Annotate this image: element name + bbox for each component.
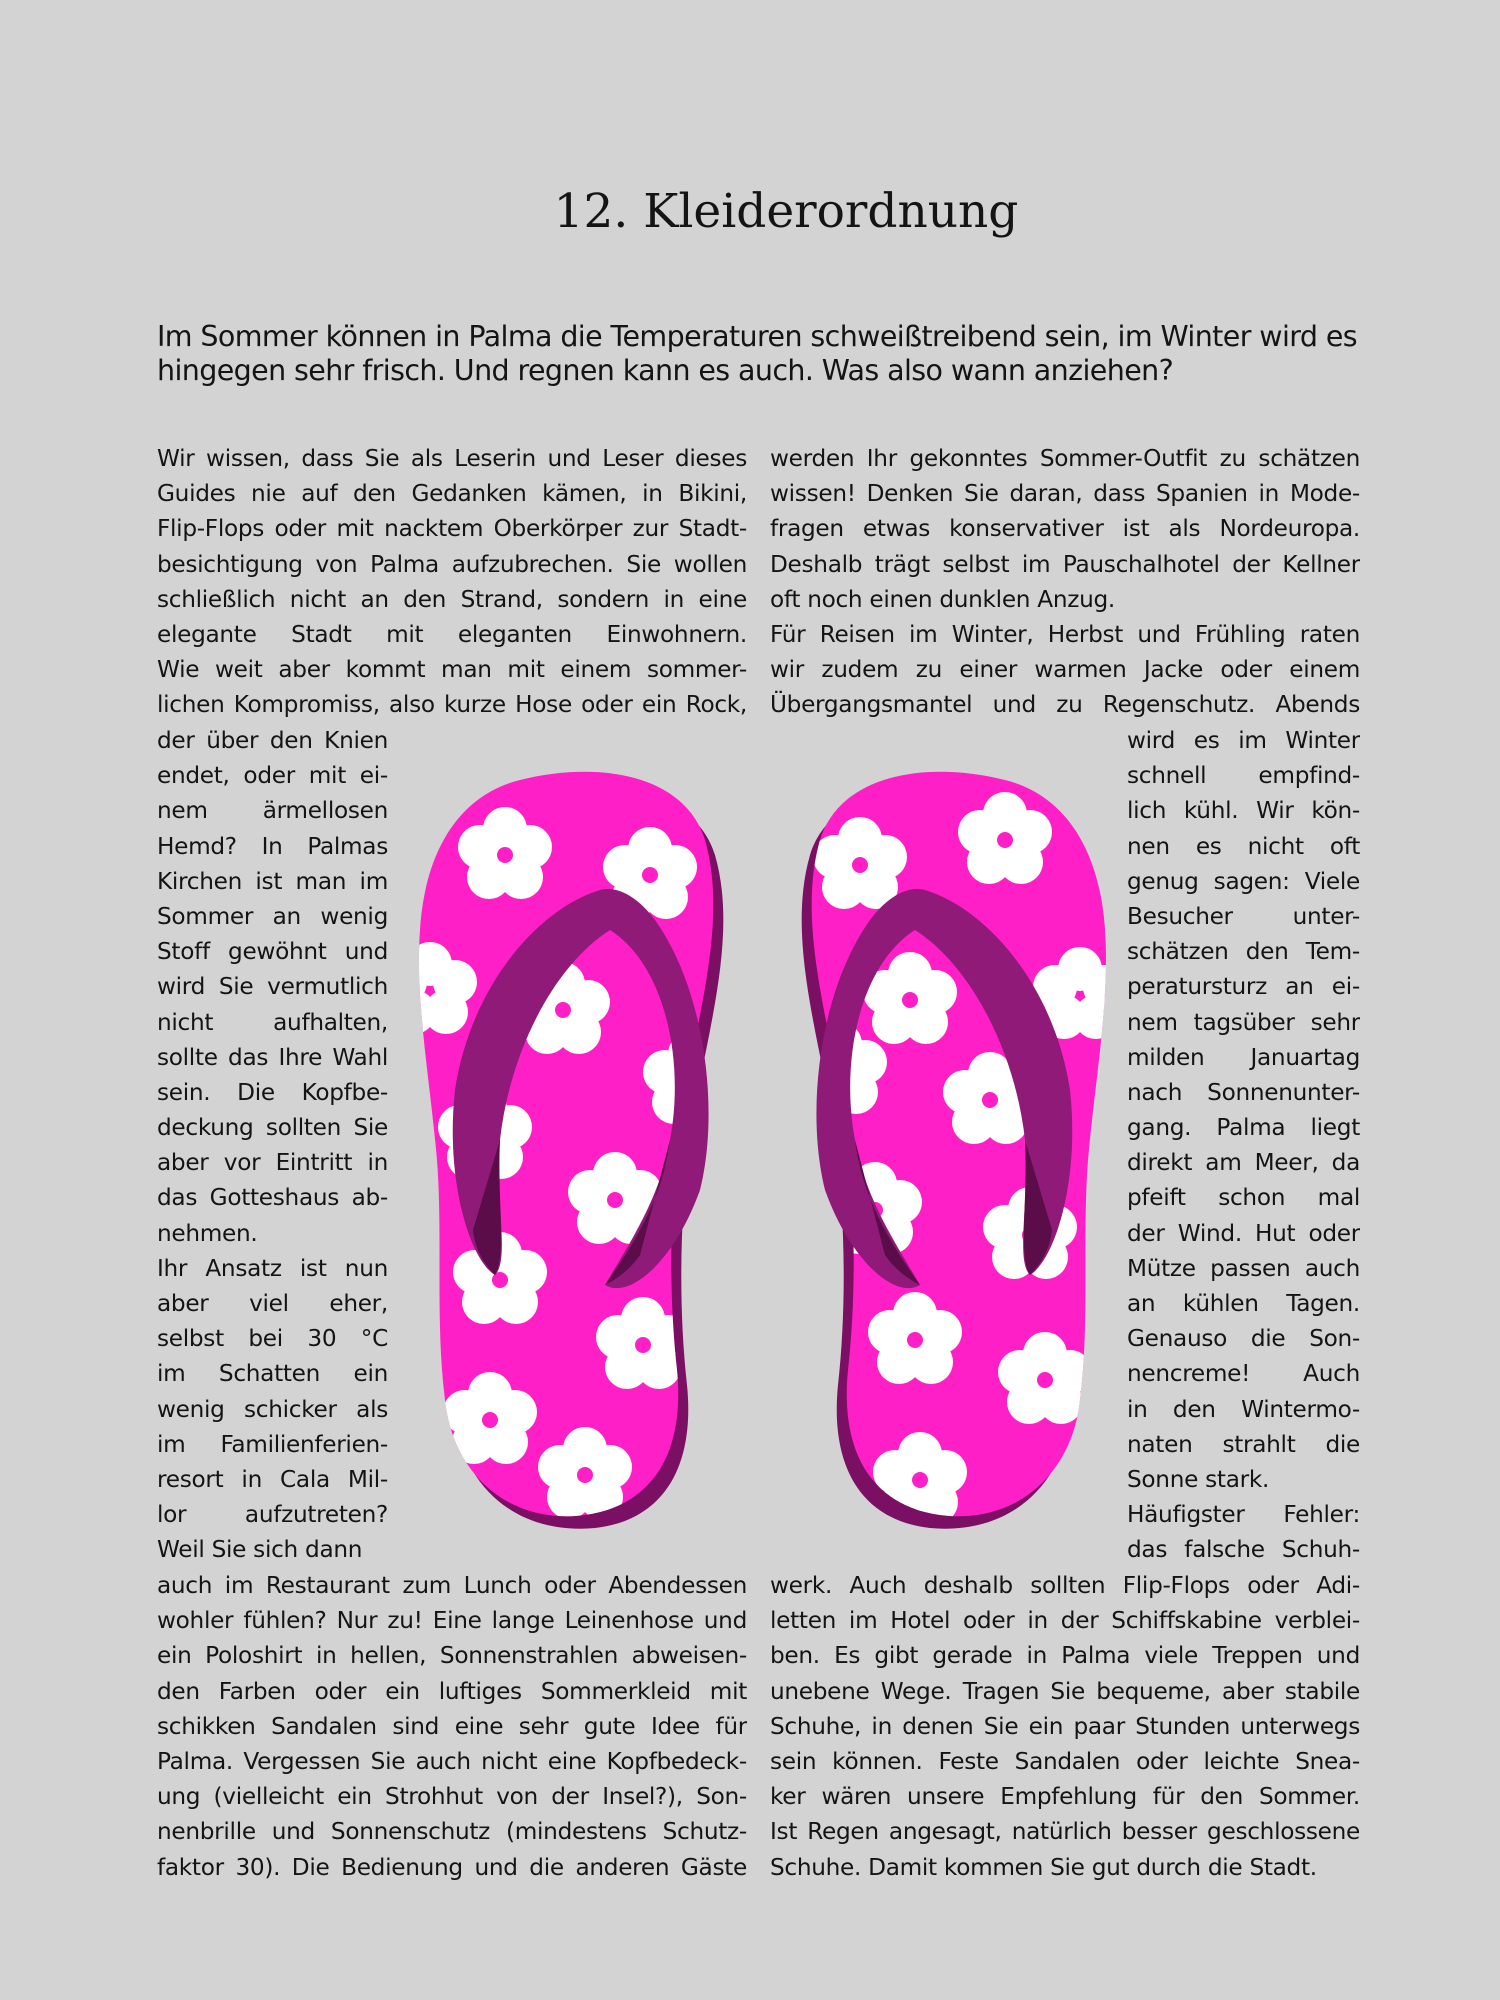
text-line: deckung sollten Sie xyxy=(157,1114,388,1142)
text-line: der über den Knien xyxy=(157,727,388,754)
text-line: sein. Die Kopfbe- xyxy=(157,1078,388,1106)
text-line: Flip-Flops oder mit nacktem Oberkörper zur Stadt- xyxy=(157,515,747,543)
text-line: unebene Wege. Tragen Sie bequeme, aber stabile xyxy=(770,1677,1360,1705)
left-column-top xyxy=(157,441,747,723)
text-line: schließlich nicht an den Strand, sondern in eine xyxy=(157,585,747,613)
intro-paragraph: Im Sommer können in Palma die Temperaturen schweißtreibend sein, im Winter wird es hingegen sehr frisch. Und regnen kann es auch. Was also wann anziehen? xyxy=(157,320,1358,387)
text-line: den Farben oder ein luftiges Sommerkleid mit xyxy=(157,1677,747,1705)
text-line: Sommer an wenig xyxy=(157,902,388,930)
text-line: endet, oder mit ei- xyxy=(157,762,388,790)
text-line: ein Poloshirt in hellen, Sonnenstrahlen abweisen- xyxy=(157,1642,747,1670)
text-line: aber viel eher, xyxy=(157,1290,388,1317)
text-line: lor aufzutreten? xyxy=(157,1501,388,1529)
right-column-narrow xyxy=(1127,723,1360,1568)
text-line: lichen Kompromiss, also kurze Hose oder ein Rock, xyxy=(157,691,747,719)
right-flip-flop-icon xyxy=(780,760,1110,1530)
left-column-bottom xyxy=(157,1568,747,1885)
text-line: Sonne stark. xyxy=(1127,1465,1270,1493)
text-line: nach Sonnenunter- xyxy=(1127,1078,1360,1106)
text-line: wenig schicker als xyxy=(157,1395,388,1423)
text-line: Übergangsmantel und zu Regenschutz. Abends xyxy=(770,691,1360,719)
text-line: naten strahlt die xyxy=(1127,1430,1360,1458)
text-line: Deshalb trägt selbst im Pauschalhotel der Kellner xyxy=(770,550,1360,578)
text-line: Guides nie auf den Gedanken kämen, in Bikini, xyxy=(157,480,747,508)
text-line: Schuhe, in denen Sie ein paar Stunden unterwegs xyxy=(770,1712,1360,1740)
left-flip-flop-icon xyxy=(415,760,745,1530)
text-line: wissen! Denken Sie daran, dass Spanien in Mode- xyxy=(770,480,1360,508)
text-line: auch im Restaurant zum Lunch oder Abendessen xyxy=(157,1572,747,1599)
text-line: nem ärmellosen xyxy=(157,797,388,825)
text-line: nicht aufhalten, xyxy=(157,1008,388,1036)
text-line: Wir wissen, dass Sie als Leserin und Leser dieses xyxy=(157,445,747,472)
text-line: Stoff gewöhnt und xyxy=(157,938,388,966)
text-line: Mütze passen auch xyxy=(1127,1254,1360,1282)
text-line: Häufigster Fehler: xyxy=(1127,1501,1360,1529)
text-line: selbst bei 30 °C xyxy=(157,1325,388,1353)
text-line: genug sagen: Viele xyxy=(1127,867,1360,895)
text-line: in den Wintermo- xyxy=(1127,1395,1360,1423)
text-line: im Familienferien- xyxy=(157,1430,388,1458)
text-line: werk. Auch deshalb sollten Flip-Flops oder Adi- xyxy=(770,1572,1360,1599)
text-line: das falsche Schuh- xyxy=(1127,1536,1360,1564)
flip-flops-illustration xyxy=(405,760,1105,1540)
right-column-top xyxy=(770,441,1360,723)
left-column-narrow xyxy=(157,723,388,1568)
page-title: 12. Kleiderordnung xyxy=(553,184,1019,239)
text-line: pfeift schon mal xyxy=(1127,1184,1360,1212)
text-line: Hemd? In Palmas xyxy=(157,832,388,860)
text-line: Besucher unter- xyxy=(1127,902,1360,930)
text-line: Palma. Vergessen Sie auch nicht eine Kopfbedeck- xyxy=(157,1747,747,1775)
text-line: fragen etwas konservativer ist als Nordeuropa. xyxy=(770,515,1360,543)
text-line: Weil Sie sich dann xyxy=(157,1536,363,1564)
text-line: resort in Cala Mil- xyxy=(157,1465,388,1493)
text-line: lich kühl. Wir kön- xyxy=(1127,797,1360,825)
text-line: besichtigung von Palma aufzubrechen. Sie wollen xyxy=(157,550,747,578)
text-line: Genauso die Son- xyxy=(1127,1325,1360,1353)
text-line: wird es im Winter xyxy=(1127,727,1360,754)
text-line: sein können. Feste Sandalen oder leichte Snea- xyxy=(770,1747,1360,1775)
text-line: nen es nicht oft xyxy=(1127,832,1360,860)
text-line: schätzen den Tem- xyxy=(1127,938,1360,966)
text-line: Ihr Ansatz ist nun xyxy=(157,1254,388,1282)
text-line: peratursturz an ei- xyxy=(1127,973,1360,1001)
text-line: aber vor Eintritt in xyxy=(157,1149,388,1177)
text-line: Ist Regen angesagt, natürlich besser geschlossene xyxy=(770,1818,1360,1846)
right-column-bottom xyxy=(770,1568,1360,1885)
text-line: gang. Palma liegt xyxy=(1127,1114,1360,1142)
text-line: ben. Es gibt gerade in Palma viele Treppen und xyxy=(770,1642,1360,1670)
text-line: nencreme! Auch xyxy=(1127,1360,1360,1388)
text-line: schikken Sandalen sind eine sehr gute Idee für xyxy=(157,1712,747,1740)
text-line: nenbrille und Sonnenschutz (mindestens Schutz- xyxy=(157,1818,747,1846)
text-line: faktor 30). Die Bedienung und die anderen Gäste xyxy=(157,1853,747,1881)
text-line: nehmen. xyxy=(157,1219,258,1247)
text-line: das Gotteshaus ab- xyxy=(157,1184,388,1212)
text-line: wird Sie vermutlich xyxy=(157,973,388,1001)
text-line: werden Ihr gekonntes Sommer-Outfit zu schätzen xyxy=(770,445,1360,472)
text-line: schnell empfind- xyxy=(1127,762,1360,790)
text-line: der Wind. Hut oder xyxy=(1127,1219,1360,1247)
text-line: an kühlen Tagen. xyxy=(1127,1290,1360,1317)
text-line: letten im Hotel oder in der Schiffskabine verblei- xyxy=(770,1607,1360,1635)
text-line: elegante Stadt mit eleganten Einwohnern. xyxy=(157,620,747,648)
text-line: wohler fühlen? Nur zu! Eine lange Leinenhose und xyxy=(157,1607,747,1635)
text-line: ung (vielleicht ein Strohhut von der Insel?), Son- xyxy=(157,1783,747,1811)
text-line: im Schatten ein xyxy=(157,1360,388,1388)
text-line: Kirchen ist man im xyxy=(157,867,388,895)
text-line: Wie weit aber kommt man mit einem sommer- xyxy=(157,656,747,684)
text-line: Für Reisen im Winter, Herbst und Frühling raten xyxy=(770,620,1360,648)
text-line: Schuhe. Damit kommen Sie gut durch die Stadt. xyxy=(770,1853,1317,1881)
text-line: nem tagsüber sehr xyxy=(1127,1008,1360,1036)
text-line: sollte das Ihre Wahl xyxy=(157,1043,388,1071)
text-line: milden Januartag xyxy=(1127,1043,1360,1071)
text-line: oft noch einen dunklen Anzug. xyxy=(770,585,1115,613)
text-line: direkt am Meer, da xyxy=(1127,1149,1360,1177)
text-line: wir zudem zu einer warmen Jacke oder einem xyxy=(770,656,1360,684)
text-line: ker wären unsere Empfehlung für den Sommer. xyxy=(770,1783,1360,1811)
